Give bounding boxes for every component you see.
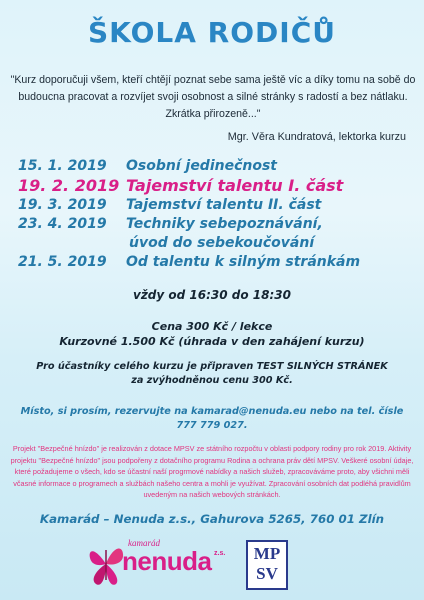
butterfly-icon [86, 536, 126, 592]
reservation-info: Místo, si prosím, rezervujte na kamarad@nenuda.eu nebo na tel. čísle 777 779 027. [20, 406, 404, 431]
testimonial-quote: "Kurz doporučuji všem, kteří chtějí poznat sebe sama ještě víc a díky tomu na sobě do budoucna pracovat a rozvíjet svoji osobnost a silné stránky s radostí a bez nátlaku. Zkrátka přirozeně..." [10, 74, 416, 120]
schedule-row-highlighted [18, 176, 418, 196]
schedule-topic: Osobní jedinečnost [126, 158, 277, 174]
schedule-row-continued [18, 234, 418, 253]
mpsv-badge [246, 540, 288, 590]
schedule-topic: Tajemství talentu I. část [126, 176, 344, 195]
price-info [0, 319, 424, 349]
schedule-topic-line2: úvod do sebekoučování [129, 235, 315, 251]
schedule-date: 21. 5. 2019 [18, 254, 107, 270]
logo-nenuda-text: nenuda [122, 546, 212, 576]
quote-author: Mgr. Věra Kundratová, lektorka kurzu [227, 131, 406, 143]
test-offer: Pro účastníky celého kurzu je připraven TEST SILNÝCH STRÁNEK za zvýhodněnou cenu 300 Kč. [36, 361, 388, 386]
course-time: vždy od 16:30 do 18:30 [133, 288, 291, 302]
schedule-topic: Techniky sebepoznávání, [126, 216, 323, 232]
organization-address: Kamarád – Nenuda z.s., Gahurova 5265, 760 01 Zlín [39, 512, 385, 526]
course-fee: Kurzovné 1.500 Kč (úhrada v den zahájení kurzu) [59, 335, 365, 348]
logo-kamarad-text: kamarád [128, 538, 160, 548]
schedule-date: 19. 3. 2019 [18, 197, 107, 213]
schedule-topic: Tajemství talentu II. část [126, 197, 322, 213]
mpsv-line2: SV [256, 564, 278, 583]
nenuda-logo [86, 536, 236, 592]
mpsv-line1: MP [253, 544, 281, 563]
page-title: ŠKOLA RODIČŮ [88, 16, 336, 49]
schedule-date: 15. 1. 2019 [18, 158, 107, 174]
schedule-row [18, 253, 418, 272]
project-fine-print: Projekt "Bezpečné hnízdo" je realizován z dotace MPSV ze státního rozpočtu v oblasti podpory rodiny pro rok 2019. Aktivity projektu "Bezpečné hnízdo" jsou podpořeny z dotačního programu Rodina a ochrana práv dětí MPSV. Veškeré osobní údaje, které požadujeme o všech, kdo se účastní naší progrmové nabídky a našich služeb, zpracováváme proto, aby všichni měli včasné informace o programech a službách našeho centra a mohli je využívat. Zpracování osobních dat podléhá pravidlům uvedeným na našich webových stránkách. [10, 444, 414, 499]
price-per-lesson: Cena 300 Kč / lekce [151, 320, 273, 333]
schedule-row [18, 157, 418, 176]
mpsv-logo [246, 540, 288, 590]
schedule [18, 157, 418, 272]
schedule-date: 23. 4. 2019 [18, 216, 107, 232]
schedule-row [18, 196, 418, 215]
schedule-date: 19. 2. 2019 [18, 176, 120, 195]
schedule-row [18, 215, 418, 234]
logo-zs-text: z.s. [214, 550, 226, 557]
schedule-topic: Od talentu k silným stránkám [126, 254, 361, 270]
